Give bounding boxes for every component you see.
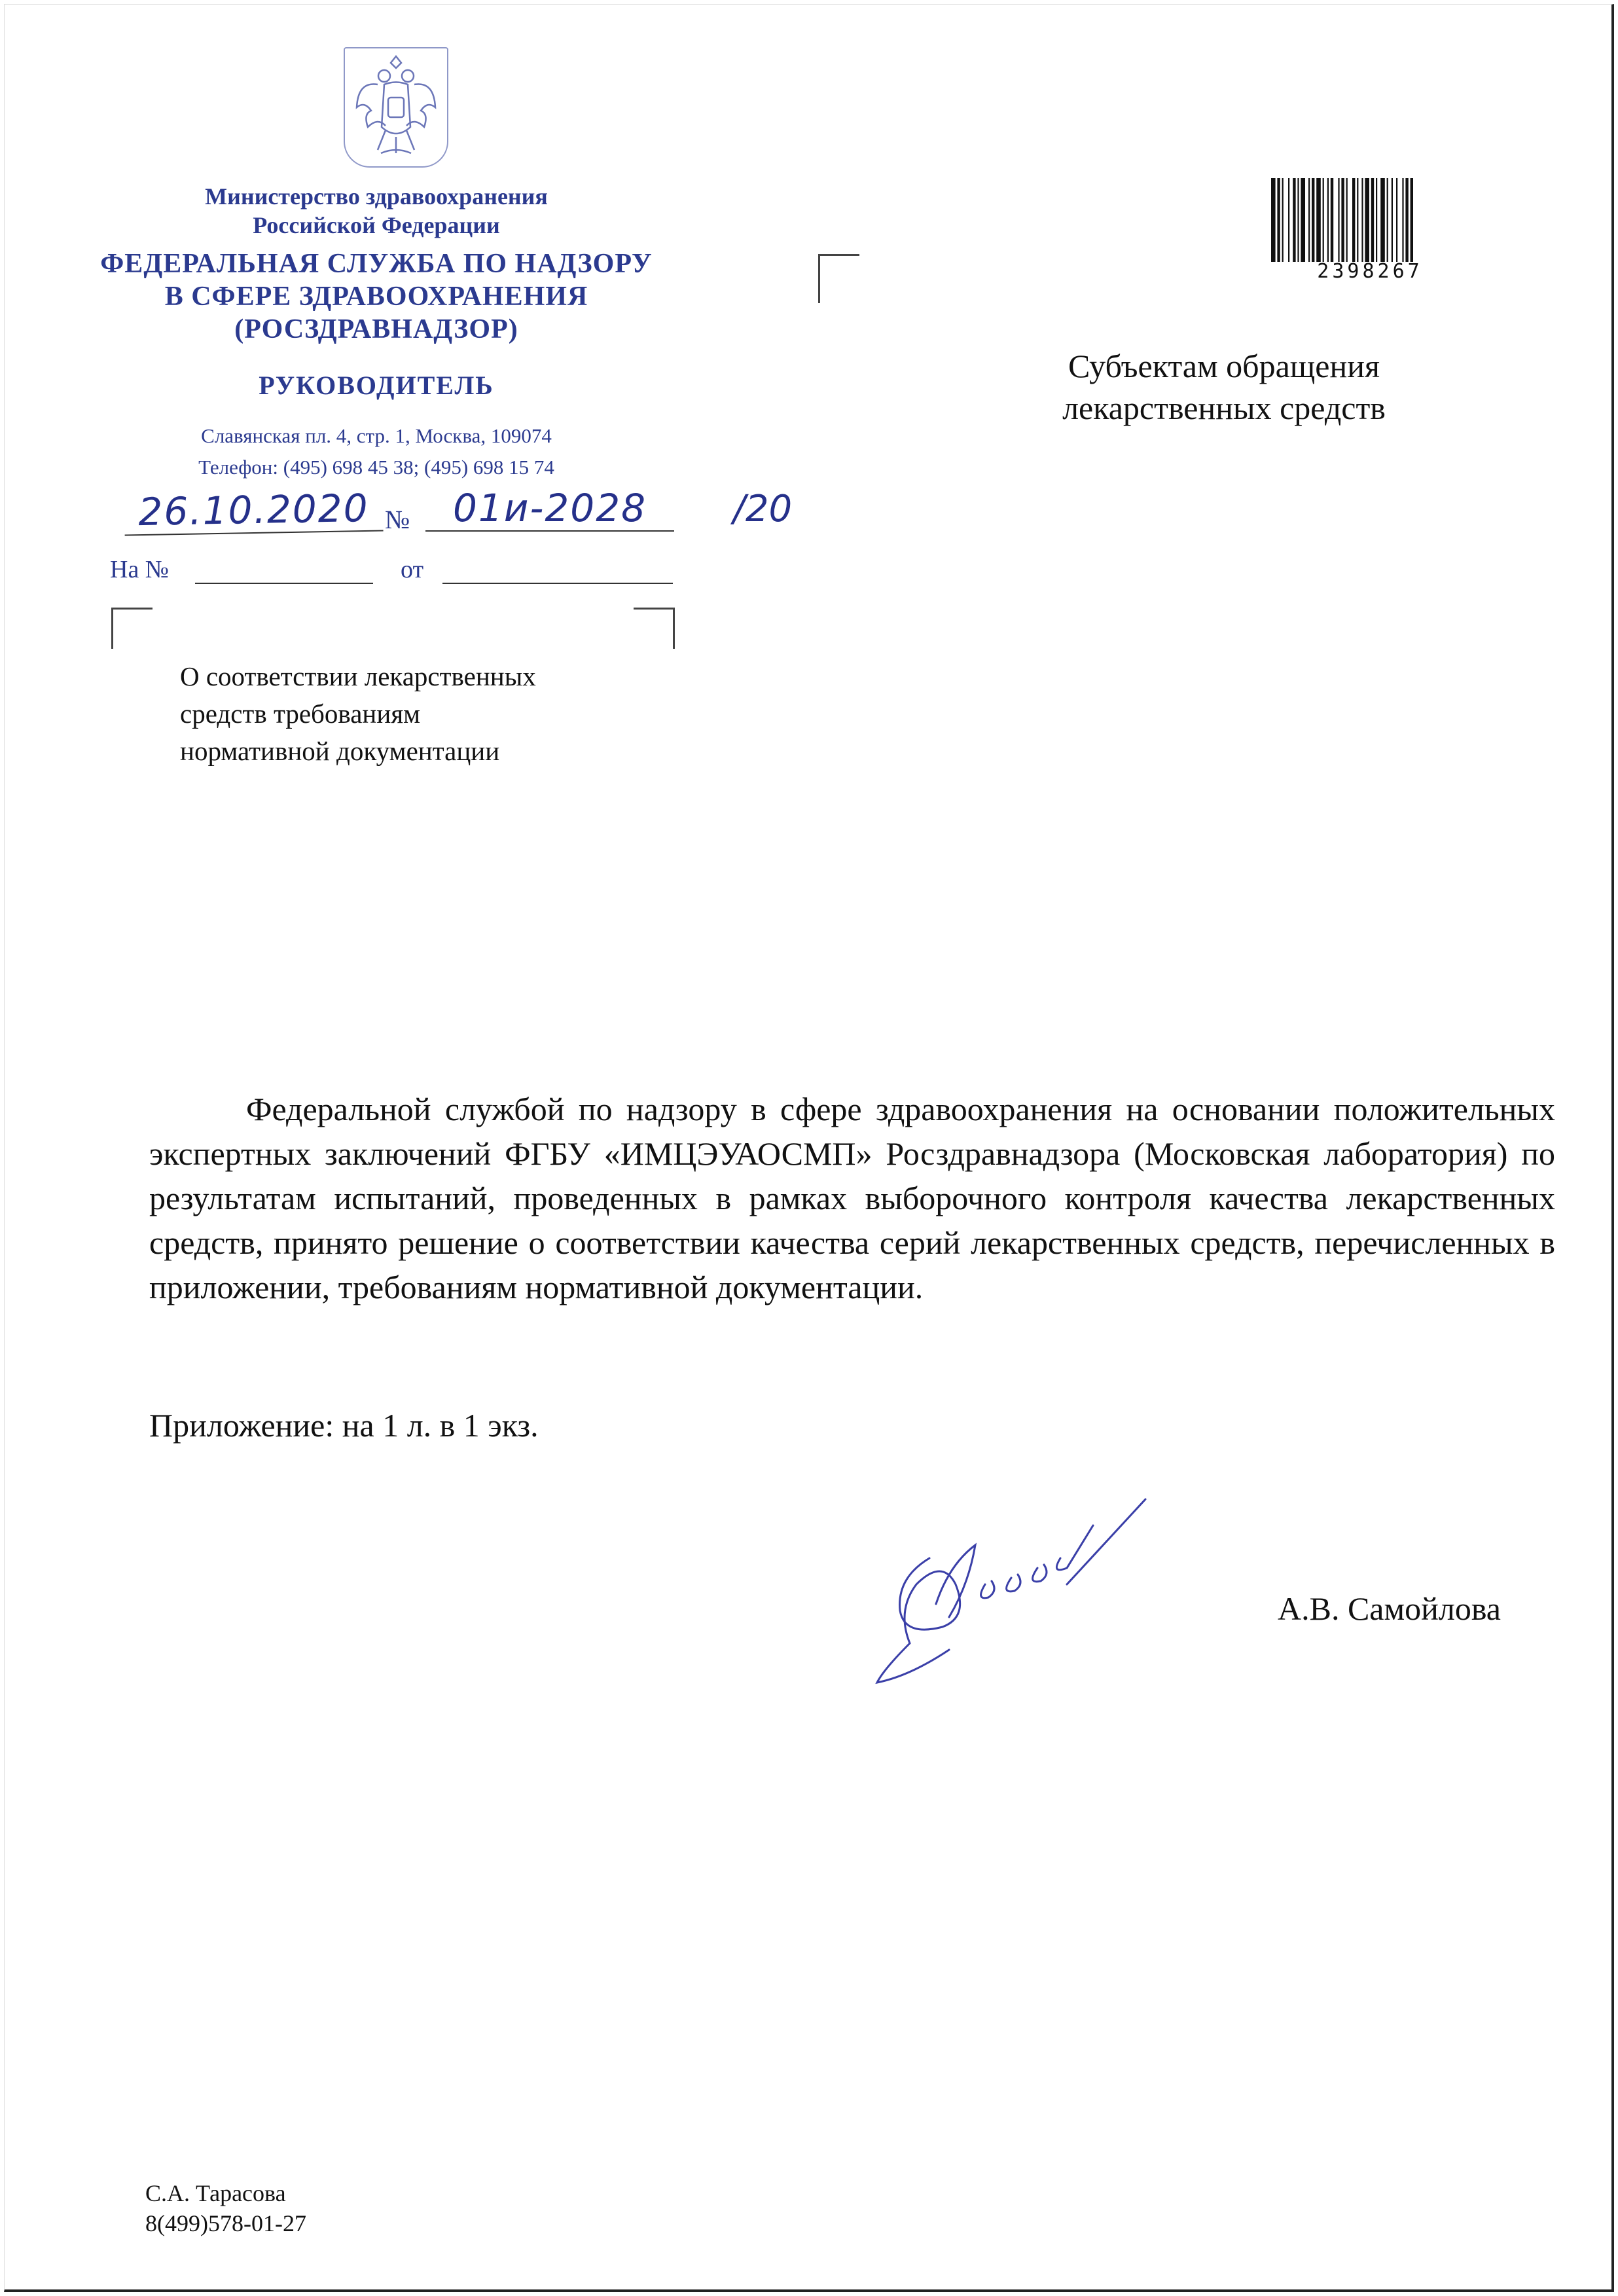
addressee-line-2: лекарственных средств xyxy=(1062,390,1386,426)
reference-label: На № xyxy=(110,556,170,583)
double-headed-eagle-icon xyxy=(345,48,447,166)
contact-block xyxy=(79,420,674,483)
service-line-3: (РОСЗДРАВНАДЗОР) xyxy=(234,314,518,344)
reference-number-blank xyxy=(195,583,373,584)
reference-from-label: от xyxy=(401,556,424,583)
addressee-bracket xyxy=(818,254,859,303)
subject-line-1: О соответствии лекарственных xyxy=(180,661,536,691)
service-line-1: ФЕДЕРАЛЬНАЯ СЛУЖБА ПО НАДЗОРУ xyxy=(100,249,653,279)
barcode-number: 2398267 xyxy=(1317,260,1423,283)
ministry-line-2: Российской Федерации xyxy=(253,212,500,238)
service-name xyxy=(79,247,674,346)
letter-subject xyxy=(180,658,704,770)
handwritten-signature xyxy=(871,1486,1250,1696)
number-sign: № xyxy=(385,505,410,534)
reference-date-blank xyxy=(442,583,673,584)
addressee-line-1: Субъектам обращения xyxy=(1068,348,1380,384)
ministry-name xyxy=(79,182,674,240)
service-line-2: В СФЕРЕ ЗДРАВООХРАНЕНИЯ xyxy=(164,282,588,312)
body-paragraph: Федеральной службой по надзору в сфере здравоохранения на основании положительных экспертных заключений ФГБУ «ИМЦЭУАОСМП» Росздравнадзора (Московская лаборатория) по результатам испытаний, проведенных в рамках выборочного контроля качества лекарственных средств, принято решение о соответствии качества серий лекарственных средств, перечисленных в приложении, требованиям нормативной документации. xyxy=(149,1091,1555,1305)
subject-line-2: средств требованиям xyxy=(180,699,421,729)
registration-number-suffix: /20 xyxy=(733,488,793,530)
registration-number: 01и-2028 xyxy=(425,486,674,532)
coat-of-arms-emblem xyxy=(344,47,448,168)
executor-phone: 8(499)578-01-27 xyxy=(145,2210,306,2236)
address-line: Славянская пл. 4, стр. 1, Москва, 109074 xyxy=(201,424,552,447)
executor-contact xyxy=(145,2178,306,2238)
attachment-note: Приложение: на 1 л. в 1 экз. xyxy=(149,1407,539,1444)
signer-name: А.В. Самойлова xyxy=(1278,1590,1501,1627)
addressee xyxy=(943,345,1505,429)
position-title: РУКОВОДИТЕЛЬ xyxy=(259,371,494,400)
barcode xyxy=(1270,178,1466,262)
subject-line-3: нормативной документации xyxy=(180,736,500,766)
subject-bracket-left xyxy=(111,608,153,649)
subject-bracket-right xyxy=(634,608,675,649)
ministry-line-1: Министерство здравоохранения xyxy=(205,183,548,210)
registration-date: 26.10.2020 xyxy=(124,486,383,536)
phone-line: Телефон: (495) 698 45 38; (495) 698 15 74 xyxy=(198,456,554,479)
executor-name: С.А. Тарасова xyxy=(145,2180,286,2206)
